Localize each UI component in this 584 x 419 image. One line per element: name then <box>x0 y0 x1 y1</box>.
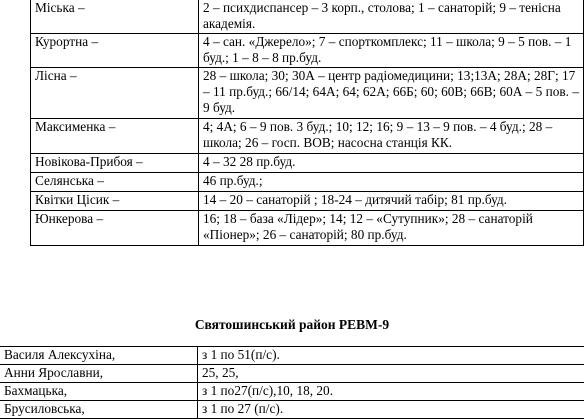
addresses-cell: 25, 25, <box>198 365 584 383</box>
street-cell: Лісна – <box>31 68 199 119</box>
addresses-cell: з 1 по27(п/с),10, 18, 20. <box>198 383 584 401</box>
street-cell: Міська – <box>31 0 199 34</box>
street-cell: Бахмацька, <box>0 383 198 401</box>
addresses-cell: 14 – 20 – санаторій ; 18-24 – дитячий табір; 81 пр.буд. <box>199 192 584 211</box>
street-cell: Новікова-Прибоя – <box>31 154 199 173</box>
outage-table-lower <box>0 346 584 419</box>
addresses-cell: 4; 4А; 6 – 9 пов. 3 буд.; 10; 12; 16; 9 – 13 – 9 пов. – 4 буд.; 28 – школа; 26 – госп. ВОВ; насосна станція КК. <box>199 119 584 154</box>
table-row <box>0 383 584 401</box>
addresses-cell: з 1 по 27 (п/с). <box>198 401 584 419</box>
table-row <box>31 34 584 68</box>
table-row <box>31 68 584 119</box>
table-row <box>31 211 584 246</box>
table-row <box>31 173 584 192</box>
outage-table-upper <box>30 0 584 246</box>
addresses-cell: 46 пр.буд.; <box>199 173 584 192</box>
street-cell: Юнкерова – <box>31 211 199 246</box>
section-heading: Святошинський район РЕВМ-9 <box>0 317 584 333</box>
table-row <box>0 365 584 383</box>
addresses-cell: 28 – школа; 30; 30А – центр радіомедицини; 13;13А; 28А; 28Г; 17 – 11 пр.буд.; 66/14; 64А; 64; 62А; 66Б; 60; 60В; 66В; 60А – 5 пов. – 9 буд. <box>199 68 584 119</box>
table-row <box>31 192 584 211</box>
street-cell: Курортна – <box>31 34 199 68</box>
table-row <box>0 401 584 419</box>
table-row <box>31 154 584 173</box>
street-cell: Брусиловська, <box>0 401 198 419</box>
street-cell: Максименка – <box>31 119 199 154</box>
addresses-cell: 16; 18 – база «Лідер»; 14; 12 – «Сутупник»; 28 – санаторій «Піонер»; 26 – санаторій; 80 пр.буд. <box>199 211 584 246</box>
street-cell: Селянська – <box>31 173 199 192</box>
addresses-cell: 4 – сан. «Джерело»; 7 – спорткомплекс; 11 – школа; 9 – 5 пов. – 1 буд.; 1 – 8 – 8 пр.буд. <box>199 34 584 68</box>
street-cell: Квітки Цісик – <box>31 192 199 211</box>
street-cell: Анни Ярославни, <box>0 365 198 383</box>
table-row <box>0 347 584 365</box>
table-row <box>31 0 584 34</box>
table-row <box>31 119 584 154</box>
addresses-cell: 4 – 32 28 пр.буд. <box>199 154 584 173</box>
addresses-cell: з 1 по 51(п/с). <box>198 347 584 365</box>
addresses-cell: 2 – психдиспансер – 3 корп., столова; 1 – санаторій; 9 – тенісна академія. <box>199 0 584 34</box>
street-cell: Василя Алексухіна, <box>0 347 198 365</box>
